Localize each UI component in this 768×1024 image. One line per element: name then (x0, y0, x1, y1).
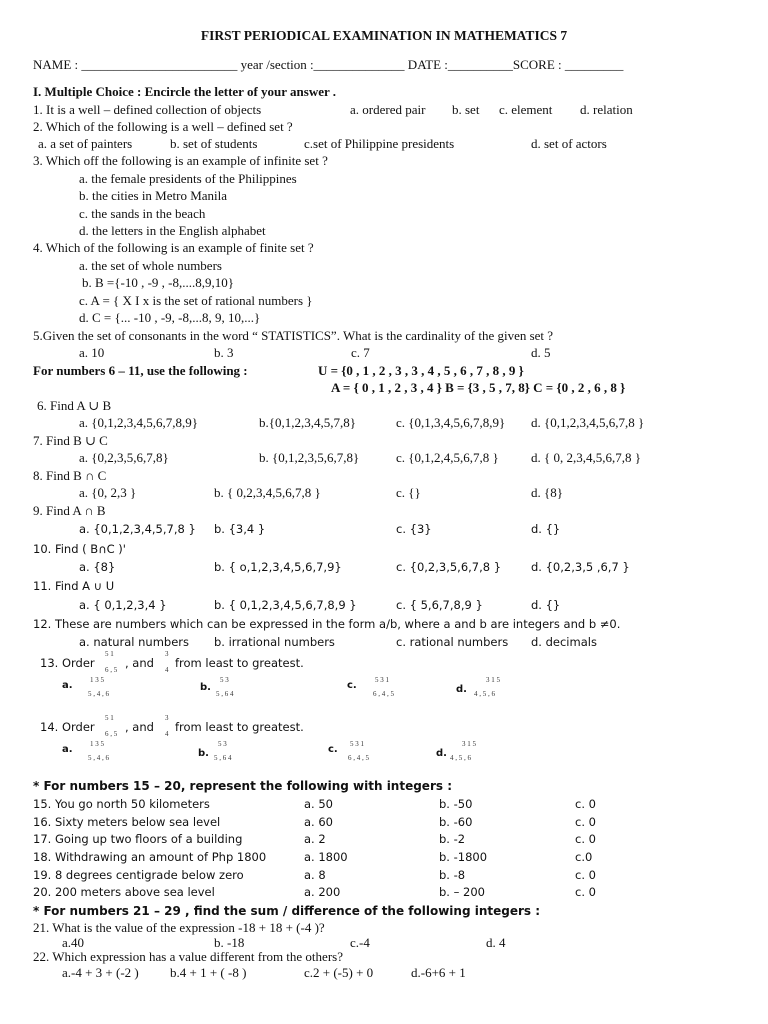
q7-choice-b[interactable]: b. {0,1,2,3,5,6,7,8} (259, 450, 360, 465)
q9-choice-a[interactable]: a. {0,1,2,3,4,5,7,8 } (79, 522, 196, 536)
q21-choice-d[interactable]: d. 4 (486, 935, 506, 950)
sets-intro: For numbers 6 – 11, use the following : (33, 363, 248, 378)
q14-b-num: 5 3 (218, 740, 227, 748)
q4-choice-b[interactable]: b. B ={-10 , -9 , -8,....8,9,10} (82, 275, 234, 290)
q22-choice-d[interactable]: d.-6+6 + 1 (411, 965, 466, 980)
q5-choice-c[interactable]: c. 7 (351, 345, 370, 360)
q3-choice-a[interactable]: a. the female presidents of the Philippines (79, 171, 297, 186)
q3-choice-b[interactable]: b. the cities in Metro Manila (79, 188, 228, 203)
q6-choice-d[interactable]: d. {0,1,2,3,4,5,6,7,8 } (531, 415, 645, 430)
q9-choice-c[interactable]: c. {3} (396, 522, 432, 536)
q21-choice-c[interactable]: c.-4 (350, 935, 370, 950)
q2-choice-a[interactable]: a. a set of painters (38, 136, 133, 151)
q8-choice-a[interactable]: a. {0, 2,3 } (79, 485, 137, 500)
q13-fractions-numerators: 5 1 (105, 650, 114, 658)
q14-stem-and: , and (125, 720, 154, 734)
q22-choice-a[interactable]: a.-4 + 3 + (-2 ) (62, 965, 139, 980)
q18-choice-b[interactable]: b. -1800 (439, 850, 488, 864)
q10-choice-d[interactable]: d. {0,2,3,5 ,6,7 } (531, 560, 630, 574)
q13-choice-b[interactable]: b. (200, 682, 211, 693)
q1-stem: 1. It is a well – defined collection of objects (33, 102, 262, 117)
q12-choice-a[interactable]: a. natural numbers (79, 635, 189, 649)
q13-choice-d[interactable]: d. (456, 684, 467, 695)
q21-stem: 21. What is the value of the expression -18 + 18 + (-4 )? (33, 920, 325, 935)
q13-a-num: 1 3 5 (90, 676, 104, 684)
q13-fractions-denominators: 6 , 5 (105, 666, 118, 674)
q15-choice-a[interactable]: a. 50 (304, 797, 333, 811)
q13-d-num: 3 1 5 (486, 676, 500, 684)
q21-choice-a[interactable]: a.40 (62, 935, 85, 950)
q19-choice-c[interactable]: c. 0 (575, 868, 596, 882)
universal-set: U = {0 , 1 , 2 , 3 , 3 , 4 , 5 , 6 , 7 , 8 , 9 } (318, 363, 524, 378)
q13-b-den: 5 , 6 4 (216, 690, 234, 698)
q16-choice-c[interactable]: c. 0 (575, 815, 596, 829)
q13-a-den: 5 , 4 , 6 (88, 690, 109, 698)
q4-choice-a[interactable]: a. the set of whole numbers (79, 258, 222, 273)
q11-stem: 11. Find A ∪ U (33, 579, 115, 593)
q4-choice-c[interactable]: c. A = { X I x is the set of rational numbers } (79, 293, 313, 308)
q14-choice-d[interactable]: d. (436, 748, 447, 759)
q17-choice-c[interactable]: c. 0 (575, 832, 596, 846)
q13-stem-end: from least to greatest. (175, 656, 304, 670)
q4-stem: 4. Which of the following is an example of finite set ? (33, 240, 314, 255)
q3-stem: 3. Which off the following is an example of infinite set ? (33, 153, 328, 168)
q14-fractions-denominators: 6 , 5 (105, 730, 118, 738)
q16-choice-a[interactable]: a. 60 (304, 815, 333, 829)
q20-choice-a[interactable]: a. 200 (304, 885, 341, 899)
q15-choice-b[interactable]: b. -50 (439, 797, 473, 811)
q20-choice-c[interactable]: c. 0 (575, 885, 596, 899)
q11-choice-c[interactable]: c. { 5,6,7,8,9 } (396, 598, 483, 612)
q8-stem: 8. Find B ∩ C (33, 468, 107, 483)
q14-fractions-numerators: 5 1 (105, 714, 114, 722)
q14-choice-a[interactable]: a. (62, 744, 73, 755)
q14-choice-c[interactable]: c. (328, 744, 338, 755)
q10-stem: 10. Find ( B∩C )' (33, 542, 126, 556)
q10-choice-a[interactable]: a. {8} (79, 560, 116, 574)
q13-stem: 13. Order (40, 656, 95, 670)
part1-heading: I. Multiple Choice : Encircle the letter of your answer . (33, 84, 337, 99)
q5-stem: 5.Given the set of consonants in the word “ STATISTICS”. What is the cardinality of the given set ? (33, 328, 554, 343)
q20-choice-b[interactable]: b. – 200 (439, 885, 485, 899)
q13-d-den: 4 , 5 , 6 (474, 690, 495, 698)
q13-choice-a[interactable]: a. (62, 680, 73, 691)
q17-stem: 17. Going up two floors of a building (33, 832, 243, 846)
q10-choice-c[interactable]: c. {0,2,3,5,6,7,8 } (396, 560, 502, 574)
q2-stem: 2. Which of the following is a well – defined set ? (33, 119, 293, 134)
q1-choice-c[interactable]: c. element (499, 102, 553, 117)
q2-choice-c[interactable]: c.set of Philippine presidents (304, 136, 455, 151)
q5-choice-d[interactable]: d. 5 (531, 345, 551, 360)
q14-c-den: 6 , 4 , 5 (348, 754, 369, 762)
q18-choice-a[interactable]: a. 1800 (304, 850, 348, 864)
q19-choice-a[interactable]: a. 8 (304, 868, 326, 882)
q4-choice-d[interactable]: d. C = {... -10 , -9, -8,...8, 9, 10,...} (79, 310, 261, 325)
part2-heading: * For numbers 15 – 20, represent the following with integers : (33, 779, 452, 793)
q2-choice-d[interactable]: d. set of actors (531, 136, 607, 151)
q1-choice-d[interactable]: d. relation (580, 102, 633, 117)
q7-choice-d[interactable]: d. { 0, 2,3,4,5,6,7,8 } (531, 450, 641, 465)
q14-a-num: 1 3 5 (90, 740, 104, 748)
q9-stem: 9. Find A ∩ B (33, 503, 106, 518)
part3-heading: * For numbers 21 – 29 , find the sum / difference of the following integers : (33, 904, 541, 918)
q21-choice-b[interactable]: b. -18 (214, 935, 245, 950)
q10-choice-b[interactable]: b. { o,1,2,3,4,5,6,7,9} (214, 560, 342, 574)
q14-b-den: 5 , 6 4 (214, 754, 232, 762)
q13-c-den: 6 , 4 , 5 (373, 690, 394, 698)
q6-choice-b[interactable]: b.{0,1,2,3,4,5,7,8} (259, 415, 356, 430)
q18-choice-c[interactable]: c.0 (575, 850, 593, 864)
q12-choice-d[interactable]: d. decimals (531, 635, 597, 649)
q14-choice-b[interactable]: b. (198, 748, 209, 759)
q8-choice-b[interactable]: b. { 0,2,3,4,5,6,7,8 } (214, 485, 321, 500)
q13-fraction3-num: 3 (165, 650, 169, 658)
q16-stem: 16. Sixty meters below sea level (33, 815, 221, 829)
q12-choice-c[interactable]: c. rational numbers (396, 635, 509, 649)
q14-c-num: 5 3 1 (350, 740, 364, 748)
q5-choice-a[interactable]: a. 10 (79, 345, 105, 360)
q7-stem: 7. Find B ∪ C (33, 433, 108, 448)
q11-choice-b[interactable]: b. { 0,1,2,3,4,5,6,7,8,9 } (214, 598, 357, 612)
q19-choice-b[interactable]: b. -8 (439, 868, 466, 882)
exam-title: FIRST PERIODICAL EXAMINATION IN MATHEMATICS 7 (200, 28, 568, 43)
q1-choice-b[interactable]: b. set (452, 102, 480, 117)
q13-choice-c[interactable]: c. (347, 680, 357, 691)
q14-stem-end: from least to greatest. (175, 720, 304, 734)
q7-choice-a[interactable]: a. {0,2,3,5,6,7,8} (79, 450, 169, 465)
sets-abc: A = { 0 , 1 , 2 , 3 , 4 } B = {3 , 5 , 7, 8} C = {0 , 2 , 6 , 8 } (331, 380, 626, 395)
q20-stem: 20. 200 meters above sea level (33, 885, 215, 899)
q14-fraction3-num: 3 (165, 714, 169, 722)
q1-choice-a[interactable]: a. ordered pair (350, 102, 426, 117)
q13-b-num: 5 3 (220, 676, 229, 684)
q17-choice-b[interactable]: b. -2 (439, 832, 466, 846)
q16-choice-b[interactable]: b. -60 (439, 815, 473, 829)
q14-fraction3-den: 4 (165, 730, 169, 738)
q12-stem: 12. These are numbers which can be expressed in the form a/b, where a and b are integers and b ≠0. (33, 617, 621, 631)
q22-stem: 22. Which expression has a value different from the others? (33, 949, 343, 964)
student-info-line: NAME : ________________________ year /section :______________ DATE :__________SCORE : _________ (33, 57, 624, 72)
q7-choice-c[interactable]: c. {0,1,2,4,5,6,7,8 } (396, 450, 499, 465)
q3-choice-c[interactable]: c. the sands in the beach (79, 206, 206, 221)
q14-stem: 14. Order (40, 720, 95, 734)
q9-choice-d[interactable]: d. {} (531, 522, 561, 536)
q22-choice-c[interactable]: c.2 + (-5) + 0 (304, 965, 374, 980)
q8-choice-d[interactable]: d. {8} (531, 485, 563, 500)
q13-fraction3-den: 4 (165, 666, 169, 674)
q12-choice-b[interactable]: b. irrational numbers (214, 635, 335, 649)
q14-d-num: 3 1 5 (462, 740, 476, 748)
q11-choice-a[interactable]: a. { 0,1,2,3,4 } (79, 598, 167, 612)
q22-choice-b[interactable]: b.4 + 1 + ( -8 ) (170, 965, 247, 980)
q18-stem: 18. Withdrawing an amount of Php 1800 (33, 850, 267, 864)
q2-choice-b[interactable]: b. set of students (170, 136, 258, 151)
q6-stem: 6. Find A ∪ B (37, 398, 112, 413)
q14-d-den: 4 , 5 , 6 (450, 754, 471, 762)
q13-c-num: 5 3 1 (375, 676, 389, 684)
q14-a-den: 5 , 4 , 6 (88, 754, 109, 762)
q15-choice-c[interactable]: c. 0 (575, 797, 596, 811)
q8-choice-c[interactable]: c. {} (396, 485, 421, 500)
q6-choice-c[interactable]: c. {0,1,3,4,5,6,7,8,9} (396, 415, 506, 430)
q9-choice-b[interactable]: b. {3,4 } (214, 522, 266, 536)
q6-choice-a[interactable]: a. {0,1,2,3,4,5,6,7,8,9} (79, 415, 198, 430)
q17-choice-a[interactable]: a. 2 (304, 832, 326, 846)
q13-stem-and: , and (125, 656, 154, 670)
q19-stem: 19. 8 degrees centigrade below zero (33, 868, 244, 882)
q15-stem: 15. You go north 50 kilometers (33, 797, 210, 811)
q5-choice-b[interactable]: b. 3 (214, 345, 234, 360)
q3-choice-d[interactable]: d. the letters in the English alphabet (79, 223, 266, 238)
q11-choice-d[interactable]: d. {} (531, 598, 561, 612)
